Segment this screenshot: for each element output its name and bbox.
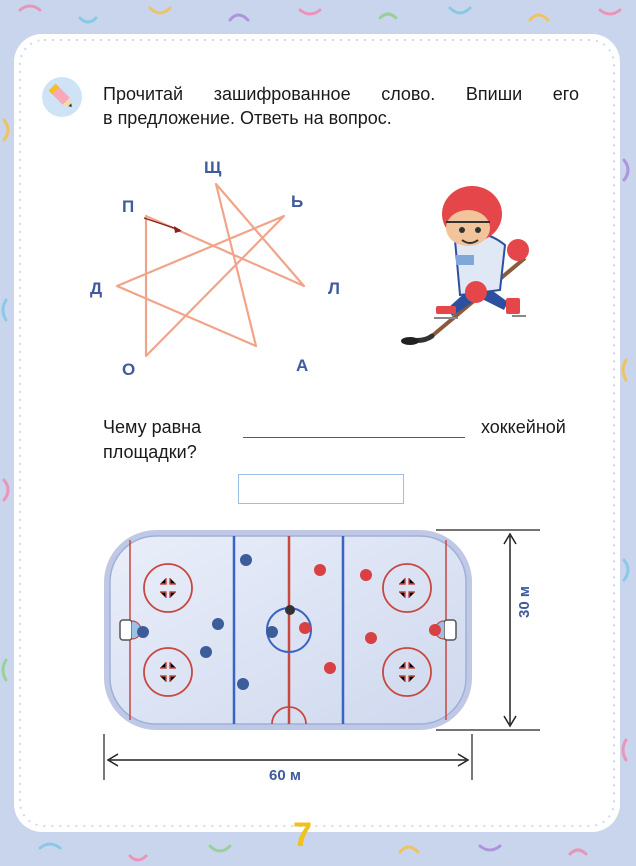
- star-letter: Щ: [204, 158, 222, 177]
- star-letter: П: [122, 197, 135, 216]
- question-middle: хоккейной: [481, 417, 566, 437]
- instruction-line-1: Прочитай зашифрованное слово. Впиши его: [103, 84, 579, 104]
- rink-height-label: 30 м: [516, 586, 533, 618]
- question-end: площадки?: [103, 442, 197, 462]
- star-letter: Л: [328, 279, 340, 298]
- rink-width-label: 60 м: [269, 767, 301, 784]
- pencil-icon: [42, 77, 82, 117]
- question-start: Чему равна: [103, 417, 202, 437]
- instruction-line-2: в предложение. Ответь на вопрос.: [103, 108, 392, 128]
- star-letter: Ь: [291, 192, 304, 211]
- star-letter: Д: [90, 279, 103, 298]
- star-letter: А: [296, 356, 309, 375]
- star-letter: О: [122, 360, 136, 379]
- answer-box[interactable]: [238, 474, 404, 504]
- answer-blank-line[interactable]: [243, 437, 465, 438]
- instruction-text: [103, 82, 579, 130]
- page-number: 7: [293, 816, 312, 854]
